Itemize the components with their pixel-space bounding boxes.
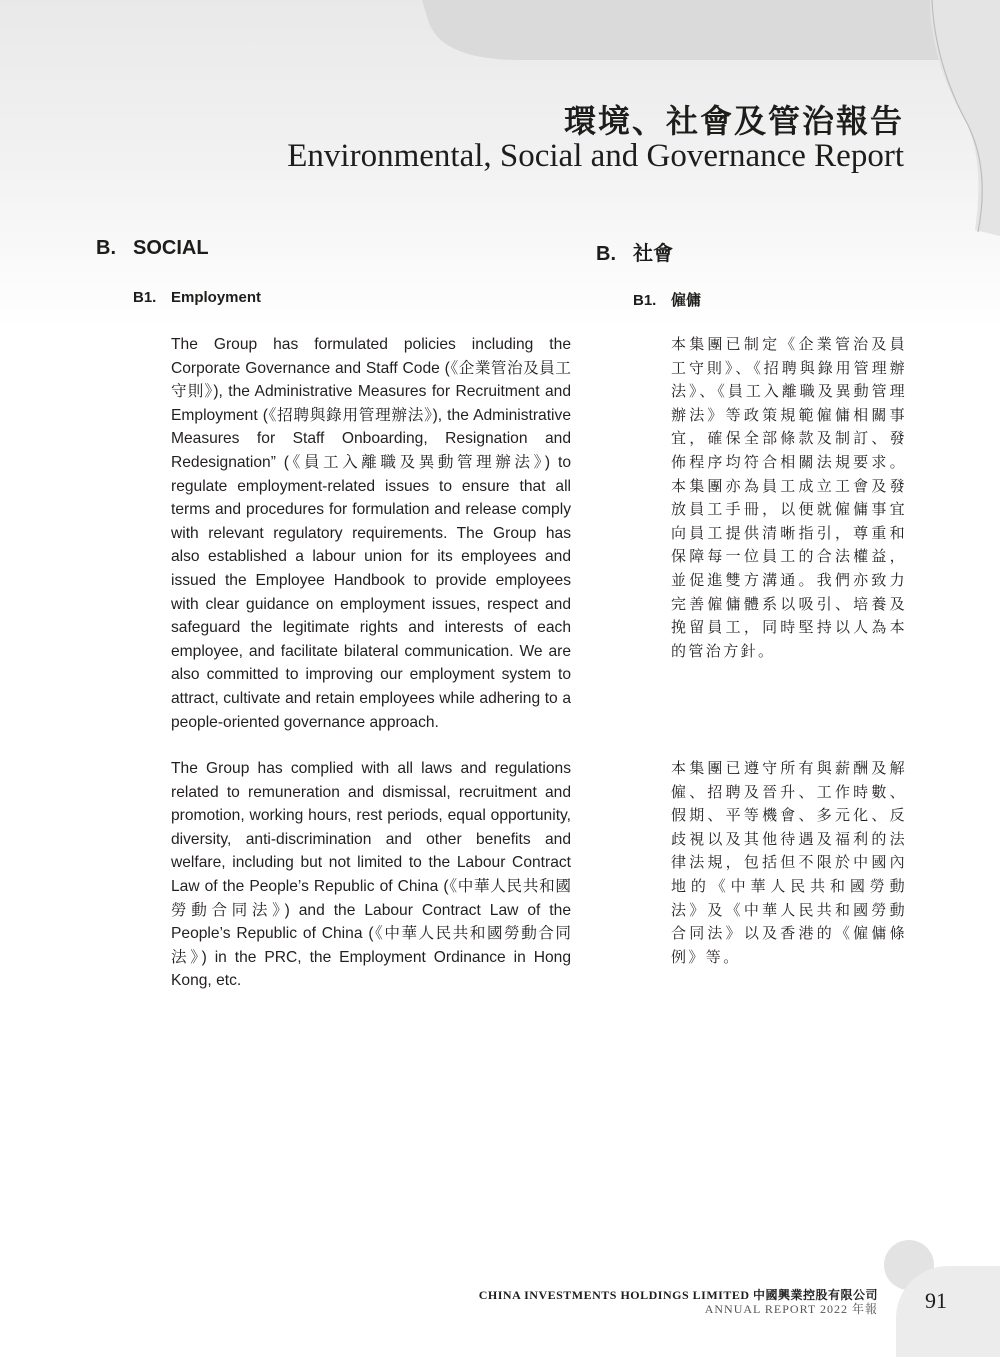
page-title-english: Environmental, Social and Governance Report [287, 138, 904, 174]
body-paragraph-en: The Group has complied with all laws and regulations related to remuneration and dismissal, recruitment and promotion, working hours, rest periods, equal opportunity, diversity, anti-discrimination and other benefits and welfare, including but not limited to the Labour Contract Law of the People’s Republic of China (《中華人民共和國勞動合同法》) and the Labour Contract Law of the People’s Republic of China (《中華人民共和國勞動合同法》) in the PRC, the Employment Ordinance in Hong Kong, etc. [171, 760, 571, 990]
section-number: B. [96, 237, 116, 259]
subsection-number: B1. [633, 292, 657, 309]
page-number: 91 [925, 1288, 947, 1313]
section-title: SOCIAL [133, 237, 209, 259]
subsection-title: 僱傭 [671, 292, 702, 309]
footer-decoration-shape [896, 1266, 1000, 1357]
subsection-heading-en [133, 289, 261, 306]
subsection-heading-zh [633, 289, 701, 310]
body-paragraph-zh: 本集團已制定《企業管治及員工守則》、《招聘與錄用管理辦法》、《員工入離職及異動管理辦法》等政策規範僱傭相關事宜，確保全部條款及制訂、發佈程序均符合相關法規要求。本集團亦為員工成立工會及發放員工手冊，以便就僱傭事宜向員工提供清晰指引，尊重和保障每一位員工的合法權益，並促進雙方溝通。我們亦致力完善僱傭體系以吸引、培養及挽留員工，同時堅持以人為本的管治方針。 [671, 335, 907, 660]
footer-report-title: ANNUAL REPORT 2022 年報 [704, 1302, 878, 1316]
section-heading-zh [596, 237, 673, 266]
body-paragraph-en: The Group has formulated policies including the Corporate Governance and Staff Code (《企業管治及員工守則》), the Administrative Measures for Recruitment and Employment (《招聘與錄用管理辦法》), the Administrative Measures for Staff Onboarding, Resignation and Redesignation” (《員工入離職及異動管理辦法》) to regulate employment-related issues to ensure that all terms and procedures for formulation and release comply with relevant regulatory requirements. The Group has also established a labour union for its employees and issued the Employee Handbook to provide employees with clear guidance on employment issues, respect and safeguard the legitimate rights and interests of each employee, and facilitate bilateral communication. We are also committed to improving our employment system to attract, cultivate and retain employees while adhering to a people-oriented governance approach. [171, 336, 571, 731]
section-title: 社會 [633, 243, 673, 265]
footer-company-name: CHINA INVESTMENTS HOLDINGS LIMITED 中國興業控股有限公司 [478, 1288, 878, 1302]
subsection-number: B1. [133, 289, 157, 306]
section-number: B. [596, 243, 616, 265]
body-paragraph-zh: 本集團已遵守所有與薪酬及解僱、招聘及晉升、工作時數、假期、平等機會、多元化、反歧視以及其他待遇及福利的法律法規，包括但不限於中國內地的《中華人民共和國勞動法》及《中華人民共和國勞動合同法》以及香港的《僱傭條例》等。 [671, 759, 907, 966]
subsection-title: Employment [171, 289, 262, 306]
page-title-chinese: 環境、社會及管治報告 [563, 102, 904, 140]
section-heading-en [96, 237, 209, 260]
